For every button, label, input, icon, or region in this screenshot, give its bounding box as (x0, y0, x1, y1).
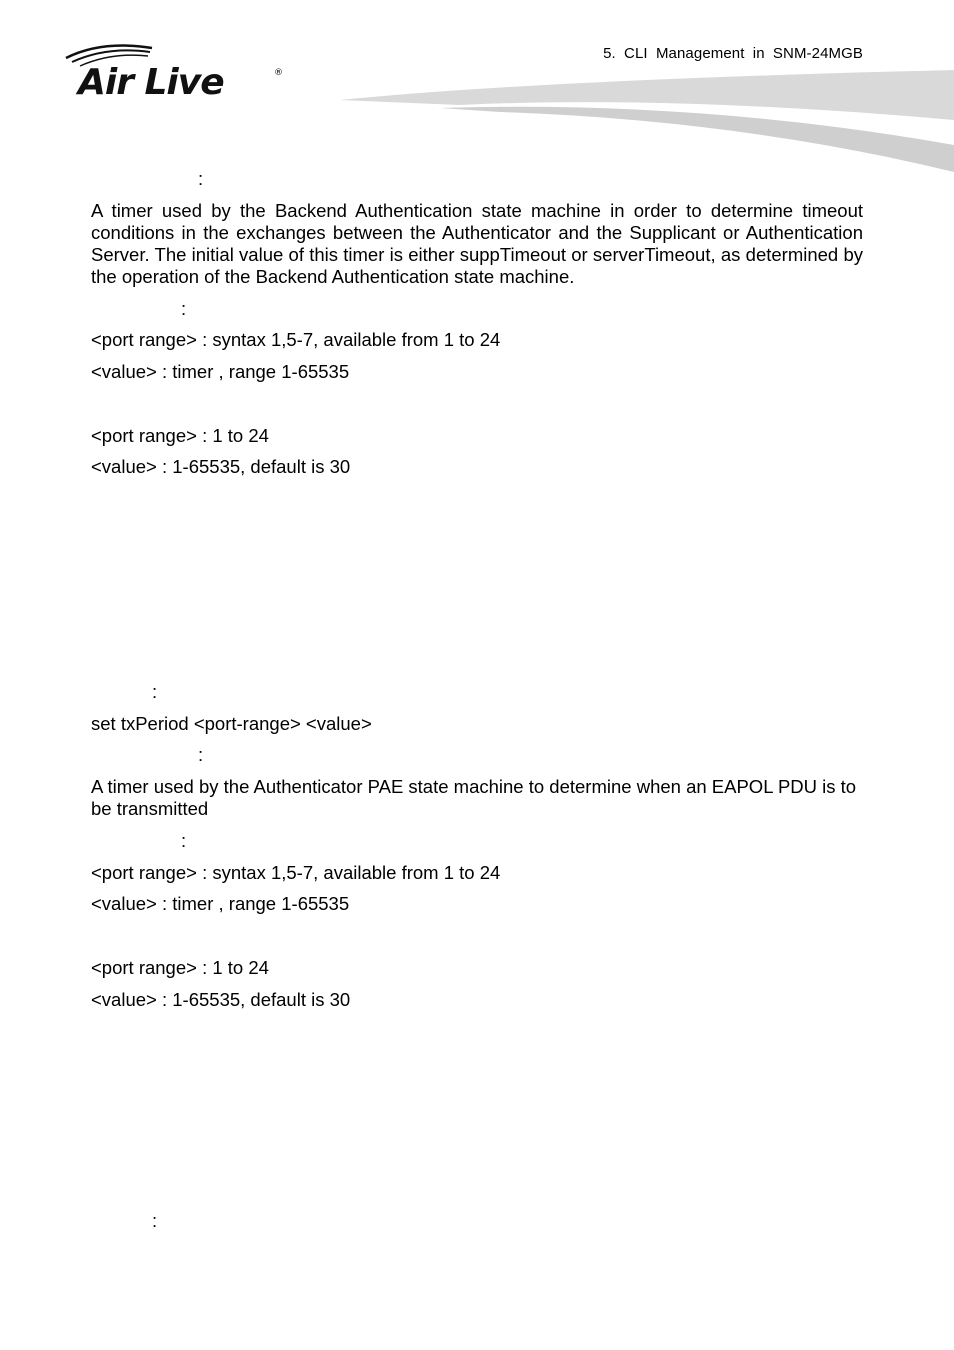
description-label-colon: : (198, 744, 204, 765)
description-paragraph: A timer used by the Backend Authentication state machine in order to determine timeout conditions in the exchanges between the Authenticator and the Supplicant or Authentication Server. The initial value of this timer is either suppTimeout or serverTimeout, as determined by the operation of the Backend Authentication state machine. (91, 200, 863, 287)
default-port-range: <port range> : 1 to 24 (91, 957, 269, 978)
header-swoosh-decoration (340, 60, 954, 180)
airlive-logo (62, 40, 292, 108)
syntax-command: set txPeriod <port-range> <value> (91, 713, 372, 734)
param-port-range: <port range> : syntax 1,5-7, available from 1 to 24 (91, 329, 501, 350)
chapter-title: 5. CLI Management in SNM-24MGB (603, 45, 863, 62)
syntax-label-colon: : (152, 681, 158, 702)
registered-mark: ® (274, 68, 283, 78)
parameter-label-colon: : (181, 830, 187, 851)
default-value: <value> : 1-65535, default is 30 (91, 989, 351, 1010)
parameter-label-colon: : (181, 298, 187, 319)
param-value: <value> : timer , range 1-65535 (91, 893, 350, 914)
logo-wordmark: Air Live (78, 62, 224, 103)
param-port-range: <port range> : syntax 1,5-7, available from 1 to 24 (91, 862, 501, 883)
syntax-label-colon: : (152, 1210, 158, 1231)
default-value: <value> : 1-65535, default is 30 (91, 456, 351, 477)
param-value: <value> : timer , range 1-65535 (91, 361, 350, 382)
description-paragraph: A timer used by the Authenticator PAE state machine to determine when an EAPOL PDU is to be transmitted (91, 776, 857, 819)
default-port-range: <port range> : 1 to 24 (91, 425, 269, 446)
description-label-colon: : (198, 168, 204, 189)
